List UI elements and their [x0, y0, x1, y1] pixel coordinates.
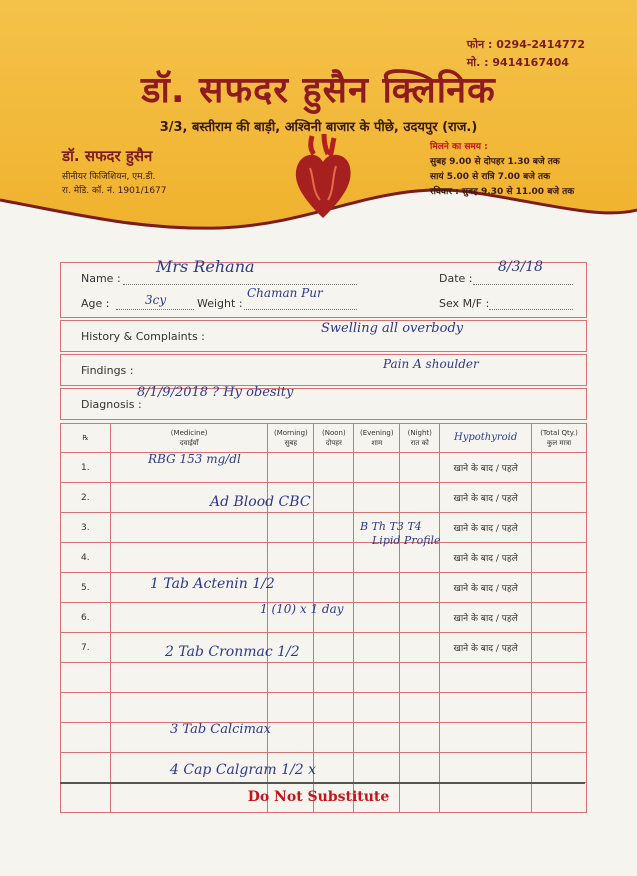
table-cell: [354, 663, 400, 693]
table-row: [61, 483, 587, 513]
table-cell: [354, 633, 400, 663]
before-after-meal: खाने के बाद / पहले: [440, 633, 532, 663]
rx-line-5: 1 Tab Actenin 1/2: [150, 576, 275, 592]
table-cell: [400, 663, 440, 693]
heart-icon: [292, 134, 354, 220]
table-cell: [314, 453, 354, 483]
table-cell: [354, 693, 400, 723]
before-after-meal: खाने के बाद / पहले: [440, 573, 532, 603]
history-label: History & Complaints :: [81, 330, 205, 343]
table-cell: [268, 693, 314, 723]
table-cell: [314, 723, 354, 753]
timing-morning: सुबह 9.00 से दोपहर 1.30 बजे तक: [430, 157, 560, 167]
table-cell: [314, 513, 354, 543]
table-row: [61, 453, 587, 483]
before-after-meal: खाने के बाद / पहले: [440, 603, 532, 633]
table-cell: [110, 543, 268, 573]
row-number: [61, 723, 111, 753]
before-after-meal: [440, 693, 532, 723]
diagnosis-text: 8/1/9/2018 ? Hy obesity: [137, 385, 294, 400]
patient-name: Mrs Rehana: [156, 257, 255, 276]
header-noon: (Noon) दोपहर: [314, 424, 354, 453]
table-cell: [110, 513, 268, 543]
row-number: 5.: [61, 573, 111, 603]
before-after-meal: [440, 663, 532, 693]
table-row: [61, 543, 587, 573]
rx-line-6: 1 (10) x 1 day: [260, 602, 344, 616]
table-cell: [400, 753, 440, 783]
table-cell: [110, 603, 268, 633]
rx-symbol: ℞: [61, 424, 111, 453]
table-cell: [400, 693, 440, 723]
footer-rule: [60, 782, 585, 784]
row-number: 7.: [61, 633, 111, 663]
table-cell: [400, 453, 440, 483]
before-after-meal: खाने के बाद / पहले: [440, 453, 532, 483]
table-cell: [314, 543, 354, 573]
row-number: 3.: [61, 513, 111, 543]
table-cell: [400, 543, 440, 573]
table-cell: [400, 603, 440, 633]
weight-label: Weight :: [197, 297, 243, 310]
doctor-registration: रा. मेडि. कॉ. नं. 1901/1677: [62, 186, 167, 196]
table-cell: [354, 453, 400, 483]
before-after-meal: खाने के बाद / पहले: [440, 483, 532, 513]
rx-line-9: 4 Cap Calgram 1/2 x: [170, 762, 316, 778]
table-cell: [532, 453, 587, 483]
sex-line: [489, 308, 573, 310]
history-box: [60, 320, 587, 352]
before-after-meal: खाने के बाद / पहले: [440, 543, 532, 573]
table-row: [61, 723, 587, 753]
visiting-hours: [430, 140, 574, 200]
table-cell: [532, 513, 587, 543]
name-line: [123, 283, 357, 285]
visit-date: 8/3/18: [498, 259, 544, 275]
mobile-number: मो. : 9414167404: [466, 56, 569, 69]
rx-line-8: 3 Tab Calcimax: [170, 722, 271, 737]
date-label: Date :: [439, 272, 473, 285]
before-after-meal: [440, 723, 532, 753]
table-cell: [268, 513, 314, 543]
row-number: [61, 693, 111, 723]
sex-label: Sex M/F :: [439, 297, 490, 310]
table-cell: [268, 543, 314, 573]
table-cell: [354, 753, 400, 783]
table-cell: [532, 483, 587, 513]
table-cell: [532, 633, 587, 663]
doctor-qualification: सीनीयर फिजिशियन, एम.डी.: [62, 172, 156, 182]
table-cell: [532, 753, 587, 783]
weight-line: [244, 308, 357, 310]
rx-line-7: 2 Tab Cronmac 1/2: [165, 644, 300, 660]
header-night: (Night) रात को: [400, 424, 440, 453]
table-cell: [400, 633, 440, 663]
header-morning: (Morning) सुबह: [268, 424, 314, 453]
table-cell: [314, 753, 354, 783]
table-cell: [314, 633, 354, 663]
table-row: [61, 513, 587, 543]
header-medicine: (Medicine) दवाईयाँ: [110, 424, 268, 453]
medicine-table: [60, 423, 587, 813]
diagnosis-box: [60, 385, 587, 420]
patient-details-box: [60, 257, 587, 318]
table-cell: [354, 723, 400, 753]
table-row: [61, 693, 587, 723]
age-label: Age :: [81, 297, 110, 310]
row-number: 2.: [61, 483, 111, 513]
table-cell: [400, 573, 440, 603]
diagnosis-label: Diagnosis :: [81, 398, 142, 411]
row-number: [61, 753, 111, 783]
patient-age: 3cy: [145, 293, 167, 307]
rx-line-3: B Th T3 T4: [360, 520, 422, 533]
age-line: [116, 308, 194, 310]
doctor-name: डॉ. सफदर हुसैन: [62, 147, 153, 165]
table-cell: [354, 603, 400, 633]
table-cell: [268, 723, 314, 753]
table-row: [61, 633, 587, 663]
date-line: [473, 283, 573, 285]
name-label: Name :: [81, 272, 121, 285]
table-cell: [532, 663, 587, 693]
header-hyp-note: Hypothyroid: [440, 424, 532, 453]
clinic-address: 3/3, बस्तीराम की बाड़ी, अश्विनी बाजार के पीछे, उदयपुर (राज.): [159, 120, 478, 135]
table-cell: [532, 543, 587, 573]
phone-number: फोन : 0294-2414772: [466, 38, 585, 51]
findings-text: Pain A shoulder: [383, 357, 479, 371]
table-cell: [354, 573, 400, 603]
table-cell: [110, 663, 268, 693]
findings-label: Findings :: [81, 364, 134, 377]
table-cell: [314, 663, 354, 693]
timing-evening: सायं 5.00 से रात्रि 7.00 बजे तक: [430, 172, 551, 182]
table-cell: [400, 483, 440, 513]
before-after-meal: [440, 753, 532, 783]
table-cell: [354, 543, 400, 573]
table-row: [61, 573, 587, 603]
table-row: [61, 753, 587, 783]
findings-box: [60, 354, 587, 386]
timing-sunday: रविवार : सुबह 9.30 से 11.00 बजे तक: [430, 187, 575, 197]
table-cell: [314, 573, 354, 603]
table-cell: [400, 723, 440, 753]
table-cell: [532, 603, 587, 633]
before-after-meal: खाने के बाद / पहले: [440, 513, 532, 543]
row-number: [61, 663, 111, 693]
header-evening: (Evening) शाम: [354, 424, 400, 453]
table-cell: [268, 453, 314, 483]
patient-address: Chaman Pur: [247, 286, 323, 300]
table-cell: [354, 483, 400, 513]
table-cell: [532, 693, 587, 723]
do-not-substitute: Do Not Substitute: [247, 789, 390, 805]
rx-line-1: RBG 153 mg/dl: [148, 452, 241, 466]
table-cell: [110, 693, 268, 723]
row-number: 6.: [61, 603, 111, 633]
rx-line-2: Ad Blood CBC: [210, 494, 311, 510]
table-cell: [532, 573, 587, 603]
table-cell: [314, 483, 354, 513]
table-row: [61, 663, 587, 693]
table-cell: [268, 663, 314, 693]
table-cell: [532, 723, 587, 753]
visiting-hours-title: मिलने का समय :: [430, 142, 488, 152]
header-total: (Total Qty.) कुल मात्रा: [532, 424, 587, 453]
rx-line-4: Lipid Profile: [372, 534, 441, 547]
row-number: 1.: [61, 453, 111, 483]
table-cell: [314, 693, 354, 723]
history-text: Swelling all overbody: [321, 321, 464, 336]
row-number: 4.: [61, 543, 111, 573]
medicine-table-header: [61, 424, 587, 453]
clinic-title: डॉ. सफदर हुसैन क्लिनिक: [141, 70, 496, 111]
